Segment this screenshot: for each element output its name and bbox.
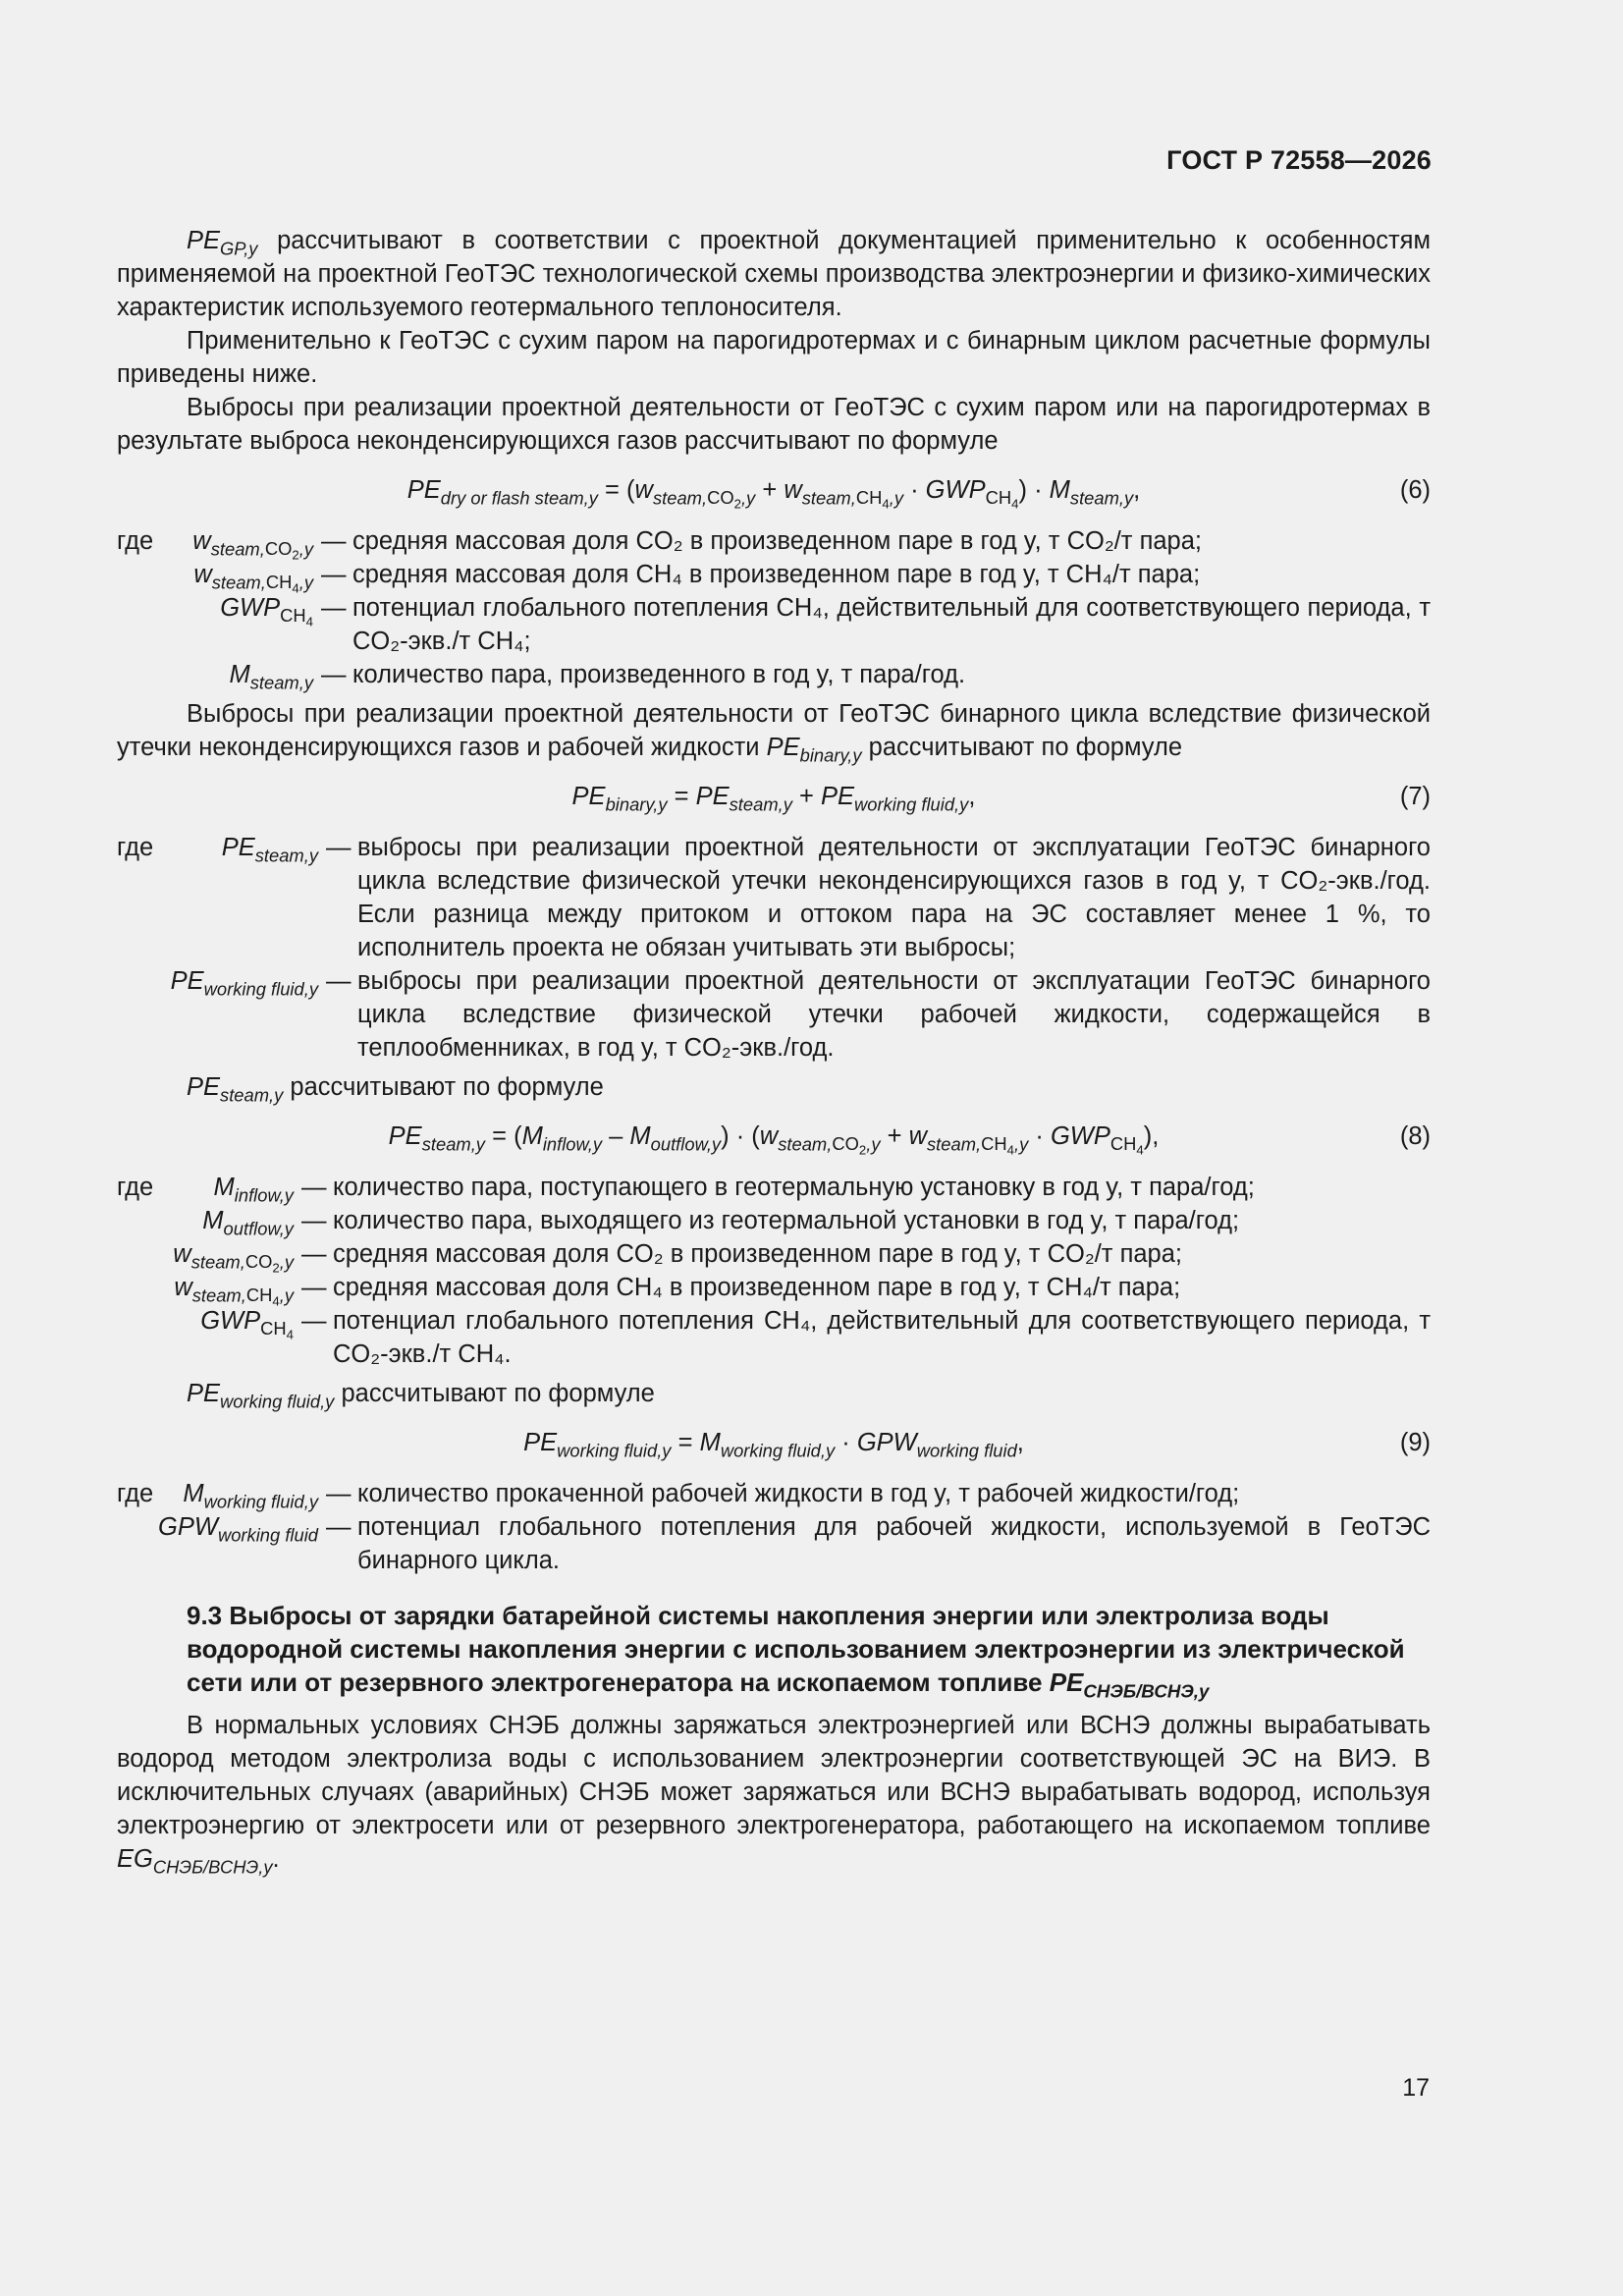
term-w-co2: где $w_{steam,CO_2,y}$ <box>117 527 313 564</box>
definition-text: средняя массовая доля CH₄ в произведенном паре в год y, т CH₄/т пара; <box>333 1274 1181 1301</box>
formula-9 <box>117 1418 1431 1467</box>
term-m-outflow: $M_{outflow,y}$ <box>202 1207 294 1239</box>
formula-6-expression: $PE_{dry or flash steam,y} = (w_{steam,CO_2,y} + w_{steam,CH_4,y} \cdot GWP_{CH_4}) \cdot M_{steam,y}$, <box>406 476 1141 513</box>
term-pe-working-fluid: $PE_{working fluid,y}$ <box>170 967 318 1000</box>
term-m-steam: $M_{steam,y}$ <box>229 661 313 693</box>
term-gwp-ch4: $GWP_{CH_4}$ <box>220 594 313 630</box>
symbol: $PE_{СНЭБ/ВСНЭ,y}$ <box>1049 1667 1210 1702</box>
definitions-formula-8: где $M_{inflow,y}$ — количество пара, поступающего в геотермальную установку в год y, т пара/год; $M_{outflow,y}$ — количество пара, выходящего из геотермальной установки в год y, т пара/год; $w_{steam,CO_2,y}$ — средняя массовая доля CO₂ в произведенном паре в год y, т CO₂/т пара; $w_{steam,CH_4,y}$ — средняя массовая доля CH₄ в произведенном паре в год y, т CH₄/т пара; $GWP_{CH_4}$ — потенциал глобального потепления CH₄, действительный для соответствующего периода, т CO₂-экв./т CH₄. <box>117 1171 1431 1371</box>
paragraph-intro-formulas: Применительно к ГеоТЭС с сухим паром на парогидротермах и с бинарным циклом расчетные формулы приведены ниже. <box>117 327 1431 388</box>
definition-text: средняя массовая доля CO₂ в произведенном паре в год y, т CO₂/т пара; <box>333 1240 1183 1268</box>
page-number: 17 <box>1402 2074 1430 2102</box>
definitions-formula-6: где $w_{steam,CO_2,y}$ — средняя массовая доля CO₂ в произведенном паре в год y, т CO₂/т пара; $w_{steam,CH_4,y}$ — средняя массовая доля CH₄ в произведенном паре в год y, т CH₄/т пара; $GWP_{CH_4}$ — потенциал глобального потепления CH₄, действительный для соответствующего периода, т CO₂-экв./т CH₄; $M_{steam,y}$ — количество пара, произведенного в год y, т пара/год. <box>117 524 1431 691</box>
paragraph-pe-steam-calc: $PE_{steam,y}$ рассчитывают по формуле <box>187 1073 604 1106</box>
definition-text: выбросы при реализации проектной деятельности от эксплуатации ГеоТЭС бинарного цикла вследствие физической утечки неконденсирующихся газов в год y, т CO₂-экв./год. Если разница между притоком и оттоком пара на ЭС составляет менее 1 %, то исполнитель проекта не обязан учитывать эти выбросы; <box>357 834 1431 961</box>
term-gwp-ch4: $GWP_{CH_4}$ <box>200 1307 294 1343</box>
term-m-inflow: где $M_{inflow,y}$ <box>117 1174 294 1206</box>
formula-8 <box>117 1112 1431 1161</box>
definition-text: количество пара, поступающего в геотермальную установку в год y, т пара/год; <box>333 1174 1255 1201</box>
definition-text: потенциал глобального потепления CH₄, действительный для соответствующего периода, т CO₂-экв./т CH₄. <box>333 1307 1431 1368</box>
formula-7-expression: $PE_{binary,y} = PE_{steam,y} + PE_{working fluid,y}$, <box>571 783 976 815</box>
formula-number: (9) <box>1399 1429 1431 1456</box>
paragraph-dry-steam: Выбросы при реализации проектной деятельности от ГеоТЭС с сухим паром или на парогидротермах в результате выброса неконденсирующихся газов рассчитывают по формуле <box>117 394 1431 455</box>
definition-text: потенциал глобального потепления CH₄, действительный для соответствующего периода, т CO₂-экв./т CH₄; <box>352 594 1431 655</box>
term-w-ch4: $w_{steam,CH_4,y}$ <box>174 1274 294 1310</box>
definition-text: средняя массовая доля CH₄ в произведенном паре в год y, т CH₄/т пара; <box>352 561 1201 588</box>
term-m-working-fluid: где $M_{working fluid,y}$ <box>117 1480 318 1512</box>
paragraph-pe-gp: $PE_{GP,y}$ рассчитывают в соответствии с проектной документацией применительно к особенностям применяемой на проектной ГеоТЭС технологической схемы производства электроэнергии и физико-химических характеристик используемого геотермального теплоносителя. <box>117 227 1431 321</box>
symbol: $PE_{GP,y}$ <box>187 227 258 259</box>
term-w-co2: $w_{steam,CO_2,y}$ <box>173 1240 294 1277</box>
definition-text: количество пара, выходящего из геотермальной установки в год y, т пара/год; <box>333 1207 1240 1234</box>
formula-6 <box>117 465 1431 515</box>
formula-number: (8) <box>1399 1122 1431 1150</box>
paragraph-binary: Выбросы при реализации проектной деятельности от ГеоТЭС бинарного цикла вследствие физической утечки неконденсирующихся газов и рабочей жидкости $PE_{binary,y}$ рассчитывают по формуле <box>117 700 1431 766</box>
term-pe-steam: где $PE_{steam,y}$ <box>117 834 318 866</box>
definition-text: выбросы при реализации проектной деятельности от эксплуатации ГеоТЭС бинарного цикла вследствие физической утечки рабочей жидкости, содержащейся в теплообменниках, в год y, т CO₂-экв./год. <box>357 967 1431 1062</box>
definitions-formula-7: где $PE_{steam,y}$ — выбросы при реализации проектной деятельности от эксплуатации ГеоТЭС бинарного цикла вследствие физической утечки неконденсирующихся газов в год y, т CO₂-экв./год. Если разница между притоком и оттоком пара на ЭС составляет менее 1 %, то исполнитель проекта не обязан учитывать эти выбросы; $PE_{working fluid,y}$ — выбросы при реализации проектной деятельности от эксплуатации ГеоТЭС бинарного цикла вследствие физической утечки рабочей жидкости, содержащейся в теплообменниках, в год y, т CO₂-экв./год. <box>117 831 1431 1065</box>
term-w-ch4: $w_{steam,CH_4,y}$ <box>193 561 313 597</box>
document-header: ГОСТ Р 72558—2026 <box>1166 145 1432 175</box>
term-gpw-working-fluid: $GPW_{working fluid}$ <box>158 1513 318 1546</box>
definition-text: средняя массовая доля CO₂ в произведенном паре в год y, т CO₂/т пара; <box>352 527 1203 555</box>
formula-number: (6) <box>1399 476 1431 504</box>
paragraph-pe-working-fluid-calc: $PE_{working fluid,y}$ рассчитывают по формуле <box>187 1380 655 1412</box>
page-content <box>117 224 1431 1876</box>
formula-number: (7) <box>1399 783 1431 810</box>
definition-text: количество пара, произведенного в год y, т пара/год. <box>352 661 966 688</box>
definition-text: количество прокаченной рабочей жидкости в год y, т рабочей жидкости/год; <box>357 1480 1240 1507</box>
definitions-formula-9: где $M_{working fluid,y}$ — количество прокаченной рабочей жидкости в год y, т рабочей жидкости/год; $GPW_{working fluid}$ — потенциал глобального потепления для рабочей жидкости, используемой в ГеоТЭС бинарного цикла. <box>117 1477 1431 1577</box>
paragraph-snab: В нормальных условиях СНЭБ должны заряжаться электроэнергией или ВСНЭ должны вырабатывать водород методом электролиза воды с использованием электроэнергии соответствующей ЭС на ВИЭ. В исключительных случаях (аварийных) СНЭБ может заряжаться или ВСНЭ вырабатывать водород, используя электроэнергию от электросети или от резервного электрогенератора, работающего на ископаемом топливе $EG_{СНЭБ/ВСНЭ,y}$. <box>117 1712 1431 1878</box>
formula-9-expression: $PE_{working fluid,y} = M_{working fluid,y} \cdot GPW_{working fluid}$, <box>523 1429 1024 1461</box>
section-heading-9-3: 9.3 Выбросы от зарядки батарейной системы накопления энергии или электролиза воды водородной системы накопления энергии с использованием электроэнергии из электрической сети или от резервного электрогенератора на ископаемом топливе $PE_{СНЭБ/ВСНЭ,y}$ <box>187 1601 1405 1702</box>
formula-8-expression: $PE_{steam,y} = (M_{inflow,y} - M_{outflow,y}) \cdot (w_{steam,CO_2,y} + w_{steam,CH_4,y} \cdot GWP_{CH_4})$, <box>388 1122 1160 1159</box>
definition-text: потенциал глобального потепления для рабочей жидкости, используемой в ГеоТЭС бинарного цикла. <box>357 1513 1431 1574</box>
formula-7 <box>117 772 1431 821</box>
